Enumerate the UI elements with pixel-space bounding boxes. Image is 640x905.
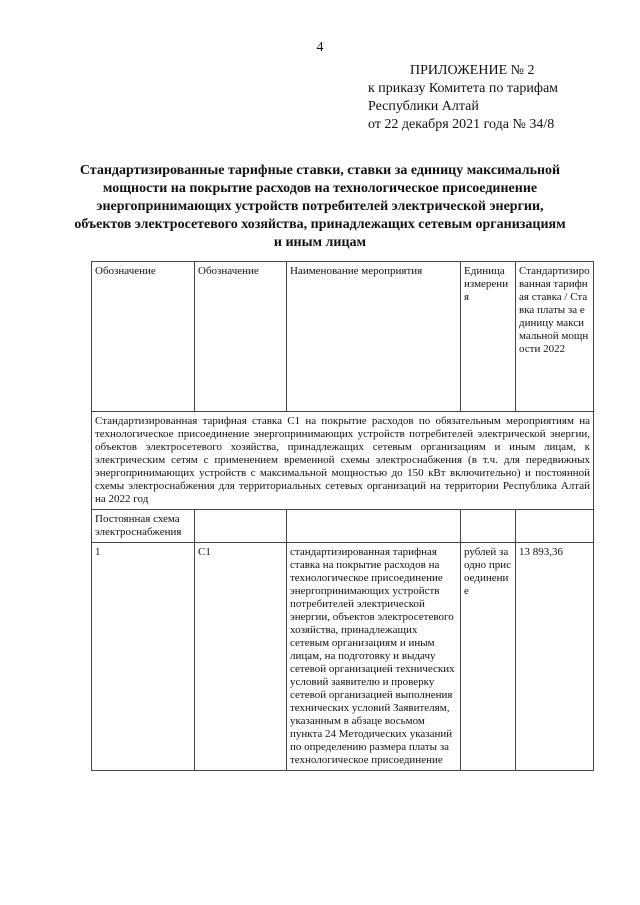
page-number: 4 xyxy=(316,40,324,55)
appendix-title: ПРИЛОЖЕНИЕ № 2 xyxy=(410,63,535,78)
subheader-empty-3 xyxy=(287,510,461,543)
table-header-row xyxy=(92,262,594,412)
tariff-table xyxy=(91,261,594,771)
row-number: 1 xyxy=(92,543,195,771)
subheader-empty-2 xyxy=(195,510,287,543)
section-row xyxy=(92,412,594,510)
appendix-line-1: к приказу Комитета по тарифам xyxy=(368,81,559,96)
header-designation-2: Обозначение xyxy=(195,262,287,412)
appendix-block xyxy=(368,62,608,134)
row-code: С1 xyxy=(195,543,287,771)
header-activity-name: Наименование мероприятия xyxy=(287,262,461,412)
header-rate: Стандартизированная тарифная ставка / Ставка платы за единицу максимальной мощности 2022 xyxy=(516,262,594,412)
row-value: 13 893,36 xyxy=(516,543,594,771)
document-title: Стандартизированные тарифные ставки, ставки за единицу максимальной мощности на покрытие расходов на технологическое присоединение энергопринимающих устройств потребителей электрической энергии, объектов электросетевого хозяйства, принадлежащих сетевым организациям и иным лицам xyxy=(74,163,566,250)
header-unit: Единица измерения xyxy=(461,262,516,412)
subheader-row xyxy=(92,510,594,543)
header-designation-1: Обозначение xyxy=(92,262,195,412)
appendix-line-3: от 22 декабря 2021 года № 34/8 xyxy=(368,117,555,132)
appendix-line-2: Республики Алтай xyxy=(368,99,479,114)
subheader-empty-4 xyxy=(461,510,516,543)
row-description: стандартизированная тарифная ставка на покрытие расходов на технологическое присоединение энергопринимающих устройств потребителей электрической энергии, объектов электросетевого хозяйства, принадлежащих сетевым организациям и иным лицам, на подготовку и выдачу сетевой организацией технических условий заявителю и проверку сетевой организацией выполнения технических условий Заявителям, указанным в абзаце восьмом пункта 24 Методических указаний по определению размера платы за технологическое присоединение xyxy=(287,543,461,771)
subheader-empty-5 xyxy=(516,510,594,543)
section-description: Стандартизированная тарифная ставка С1 на покрытие расходов по обязательным мероприятиям на технологическое присоединение энергопринимающих устройств потребителей электрической энергии, объектов электросетевого хозяйства, принадлежащих сетевым организациям и иным лицам, к электрическим сетям с применением временной схемы электроснабжения (в т.ч. для передвижных энергопринимающих устройств с максимальной мощностью до 150 кВт включительно) и постоянной схемы электроснабжения для территориальных сетевых организаций на территории Республика Алтай на 2022 год xyxy=(92,412,594,510)
table-row xyxy=(92,543,594,771)
row-unit: рублей за одно присоединение xyxy=(461,543,516,771)
subheader-label: Постоянная схема электроснабжения xyxy=(92,510,195,543)
